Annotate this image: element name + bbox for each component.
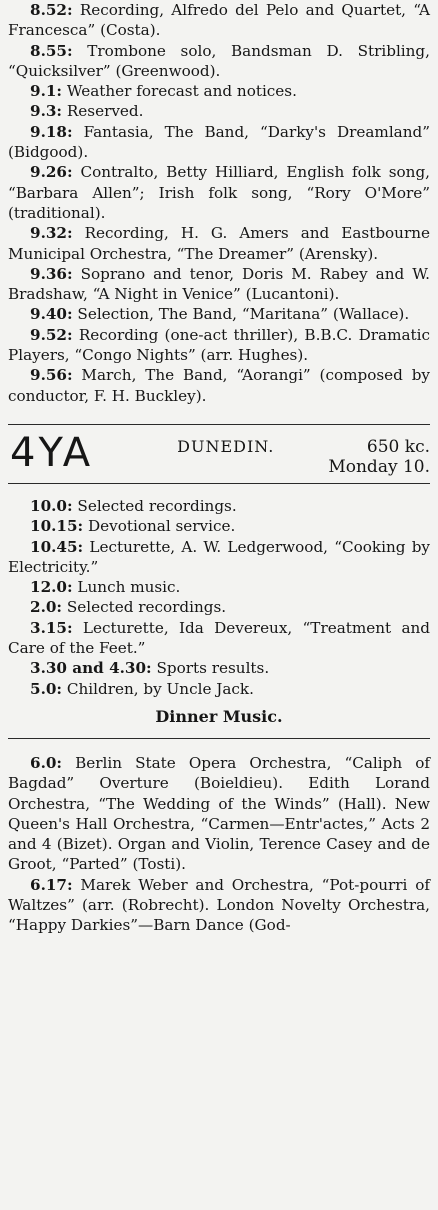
programme-entry: [8, 264, 430, 305]
programme-entry: [8, 537, 430, 578]
entry-text: Selection, The Band, “Maritana” (Wallace).: [72, 305, 410, 324]
entry-time: 9.18:: [30, 122, 73, 141]
programme-entry: [8, 597, 430, 617]
programme-entry: [8, 223, 430, 264]
entry-text: Fantasia, The Band, “Darky's Dreamland” (Bidgood).: [8, 122, 430, 162]
entry-time: 10.0:: [30, 496, 73, 515]
entry-time: 9.26:: [30, 163, 73, 182]
entry-time: 3.30 and 4.30:: [30, 659, 152, 678]
entry-time: 9.32:: [30, 224, 73, 243]
entry-time: 6.0:: [30, 753, 63, 772]
station-city: DUNEDIN.: [177, 436, 275, 456]
programme-entry: [8, 516, 430, 536]
section-divider: [8, 483, 430, 484]
section-divider: [8, 738, 430, 739]
programme-entry: [8, 577, 430, 597]
entry-time: 5.0:: [30, 679, 63, 698]
programme-entry: [8, 618, 430, 659]
station-frequency: 650 kc.: [366, 436, 430, 457]
programme-entry: [8, 162, 430, 223]
entry-time: 8.55:: [30, 41, 73, 60]
entry-time: 10.45:: [30, 537, 84, 556]
entry-time: 9.40:: [30, 305, 73, 324]
programme-entry: [8, 658, 430, 678]
entry-time: 2.0:: [30, 598, 63, 617]
entry-text: Contralto, Betty Hilliard, English folk song, “Barbara Allen”; Irish folk song, “Rory O'More” (traditional).: [8, 163, 430, 222]
entry-text: Selected recordings.: [62, 598, 227, 617]
entry-text: Recording, H. G. Amers and Eastbourne Municipal Orchestra, “The Dreamer” (Arensky).: [8, 224, 430, 263]
entry-text: Marek Weber and Orchestra, “Pot-pourri of Waltzes” (arr. (Robrecht). London Novelty Orchestra, “Happy Darkies”—Barn Dance (God-: [8, 875, 430, 935]
dinner-music-heading: Dinner Music.: [155, 706, 283, 726]
entry-text: Lunch music.: [72, 578, 181, 597]
entry-time: 9.52:: [30, 325, 73, 344]
programme-entry: [8, 753, 430, 875]
entry-text: Recording (one-act thriller), B.B.C. Dramatic Players, “Congo Nights” (arr. Hughes).: [8, 325, 430, 365]
station-frequency-block: [328, 433, 430, 477]
programme-entry: [8, 0, 430, 41]
entry-time: 10.15:: [30, 517, 84, 536]
programme-entry: [8, 101, 430, 121]
programme-entry: [8, 122, 430, 163]
entry-time: 12.0:: [30, 578, 73, 597]
programme-entry: [8, 679, 430, 699]
entry-text: Recording, Alfredo del Pelo and Quartet, “A Francesca” (Costa).: [8, 1, 430, 40]
top-programme-list: [8, 0, 430, 406]
entry-text: Sports results.: [151, 659, 270, 678]
station-header: [8, 425, 430, 483]
entry-text: Lecturette, A. W. Ledgerwood, “Cooking by Electricity.”: [8, 537, 430, 576]
entry-time: 8.52:: [30, 1, 73, 19]
entry-time: 9.3:: [30, 102, 63, 121]
programme-entry: [8, 496, 430, 516]
entry-text: Soprano and tenor, Doris M. Rabey and W. Bradshaw, “A Night in Venice” (Lucantoni).: [8, 264, 430, 304]
entry-time: 9.36:: [30, 264, 73, 283]
entry-time: 9.1:: [30, 82, 63, 101]
programme-entry: [8, 875, 430, 936]
broadcast-day: Monday 10.: [328, 456, 430, 477]
morning-programme-list: [8, 496, 430, 699]
entry-text: Reserved.: [62, 102, 144, 121]
entry-text: Lecturette, Ida Devereux, “Treatment and Care of the Feet.”: [8, 618, 430, 658]
programme-entry: [8, 325, 430, 366]
entry-text: March, The Band, “Aorangi” (composed by conductor, F. H. Buckley).: [8, 366, 430, 405]
programme-entry: [8, 365, 430, 406]
entry-text: Children, by Uncle Jack.: [62, 679, 254, 698]
entry-time: 6.17:: [30, 875, 73, 894]
entry-text: Berlin State Opera Orchestra, “Caliph of Bagdad” Overture (Boieldieu). Edith Lorand Orchestra, “The Wedding of the Winds” (Hall). New Queen's Hall Orchestra, “Carmen—Entr'actes,” Acts 2 and 4 (Bizet). Organ and Violin, Terence Casey and de Groot, “Parted” (Tosti).: [8, 753, 430, 874]
entry-text: Selected recordings.: [72, 496, 237, 515]
entry-text: Weather forecast and notices.: [62, 82, 297, 101]
programme-entry: [8, 304, 430, 324]
programme-entry: [8, 41, 430, 82]
dinner-programme-list: [8, 753, 430, 936]
entry-time: 9.56:: [30, 366, 73, 385]
entry-text: Trombone solo, Bandsman D. Stribling, “Quicksilver” (Greenwood).: [8, 41, 430, 80]
programme-entry: [8, 81, 430, 101]
entry-text: Devotional service.: [83, 517, 236, 536]
station-callsign: 4YA: [10, 429, 94, 476]
entry-time: 3.15:: [30, 618, 73, 637]
